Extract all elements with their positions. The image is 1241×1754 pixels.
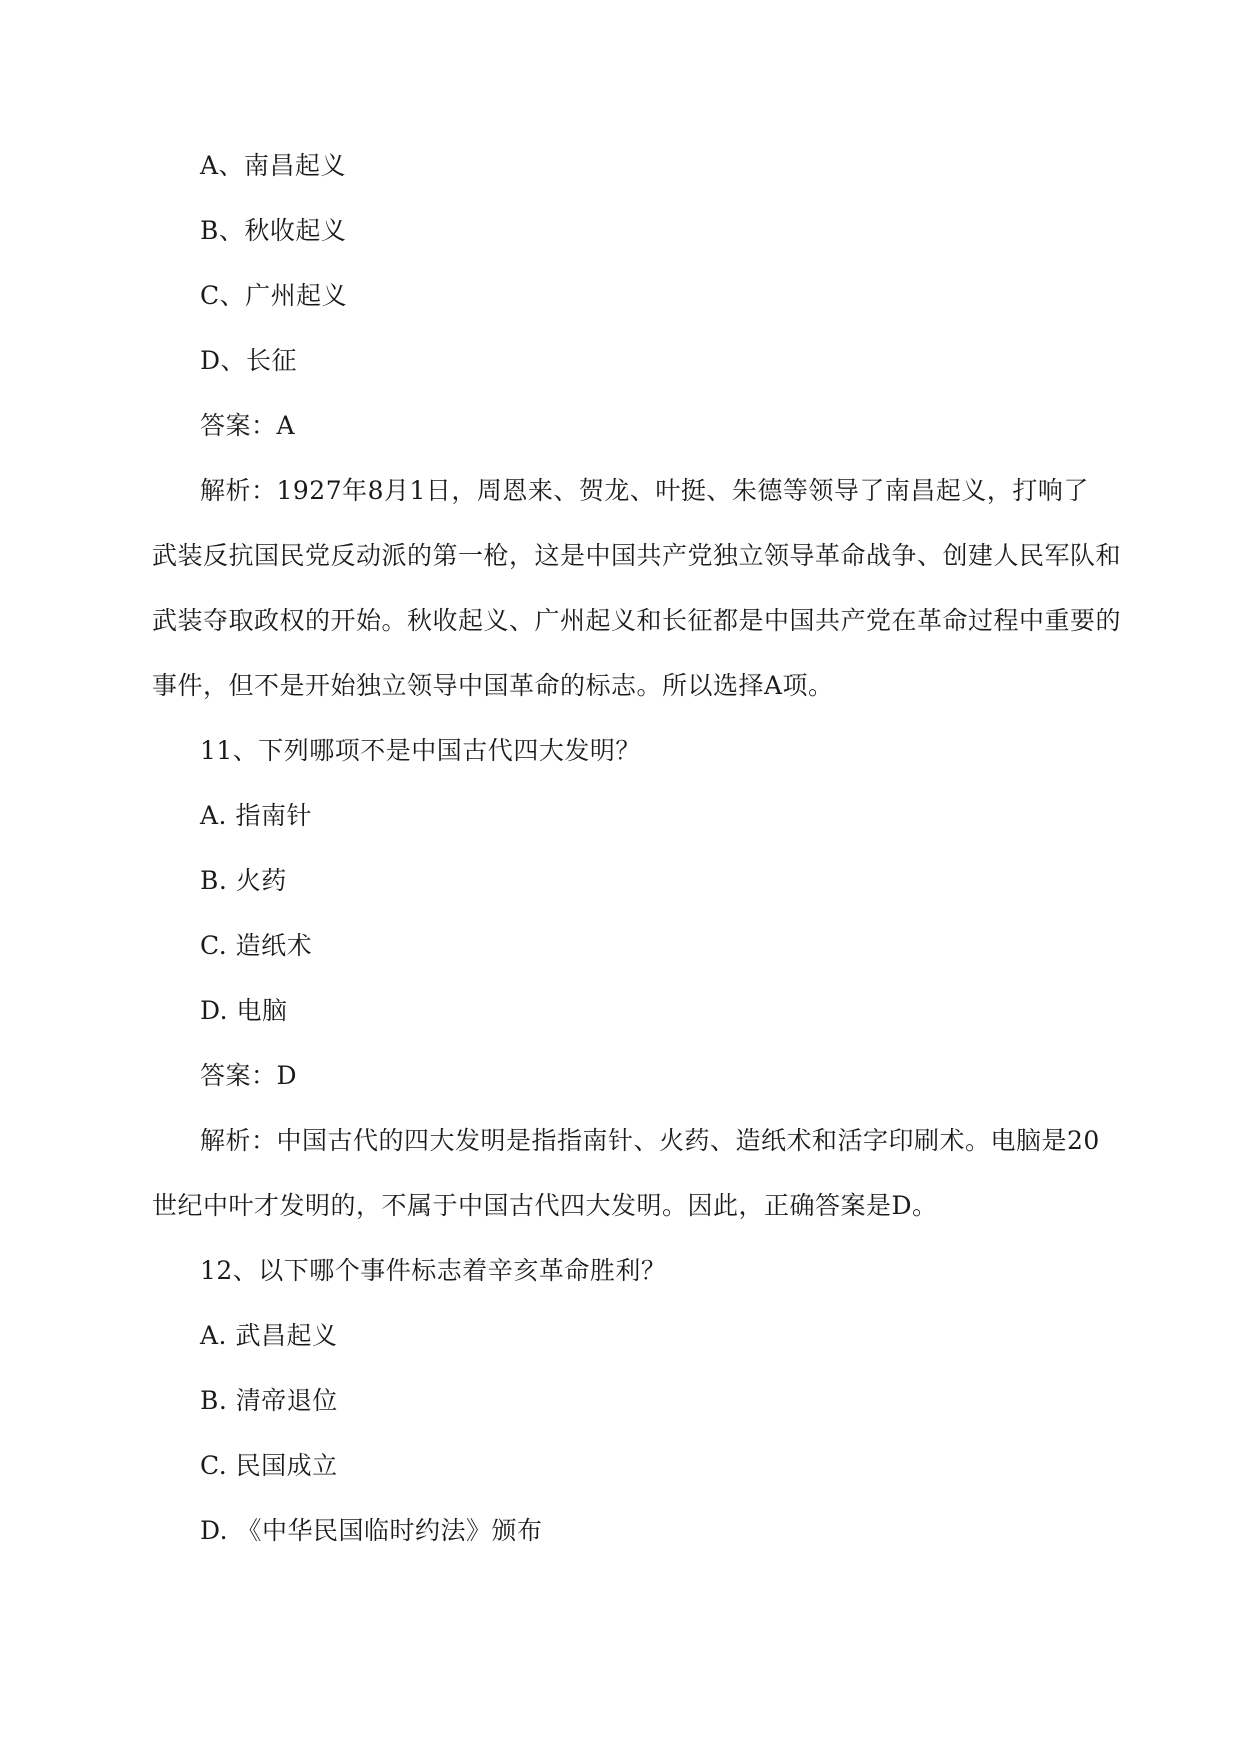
q10-analysis-line-1: 解析：1927年8月1日，周恩来、贺龙、叶挺、朱德等领导了南昌起义，打响了	[200, 476, 1089, 505]
q11-analysis-line-1: 解析：中国古代的四大发明是指指南针、火药、造纸术和活字印刷术。电脑是20	[200, 1126, 1100, 1155]
q10-analysis-line-4: 事件，但不是开始独立领导中国革命的标志。所以选择A项。	[152, 671, 834, 700]
q10-option-c: C、广州起义	[200, 281, 348, 310]
q11-option-d: D. 电脑	[200, 996, 288, 1025]
q12-option-d: D. 《中华民国临时约法》颁布	[200, 1516, 543, 1545]
q11-question: 11、下列哪项不是中国古代四大发明？	[200, 736, 641, 765]
q10-analysis-line-3: 武装夺取政权的开始。秋收起义、广州起义和长征都是中国共产党在革命过程中重要的	[152, 606, 1122, 635]
q10-analysis-line-2: 武装反抗国民党反动派的第一枪，这是中国共产党独立领导革命战争、创建人民军队和	[152, 541, 1122, 570]
q10-option-a: A、南昌起义	[200, 151, 347, 180]
q12-option-b: B. 清帝退位	[200, 1386, 338, 1415]
q10-answer: 答案：A	[200, 411, 296, 440]
q11-answer: 答案：D	[200, 1061, 298, 1090]
q11-analysis-line-2: 世纪中叶才发明的，不属于中国古代四大发明。因此，正确答案是D。	[152, 1191, 938, 1220]
q12-question: 12、以下哪个事件标志着辛亥革命胜利？	[200, 1256, 667, 1285]
q11-option-b: B. 火药	[200, 866, 287, 895]
q12-option-c: C. 民国成立	[200, 1451, 338, 1480]
q11-option-c: C. 造纸术	[200, 931, 313, 960]
q10-option-d: D、长征	[200, 346, 298, 375]
q12-option-a: A. 武昌起义	[200, 1321, 338, 1350]
q11-option-a: A. 指南针	[200, 801, 312, 830]
q10-option-b: B、秋收起义	[200, 216, 347, 245]
